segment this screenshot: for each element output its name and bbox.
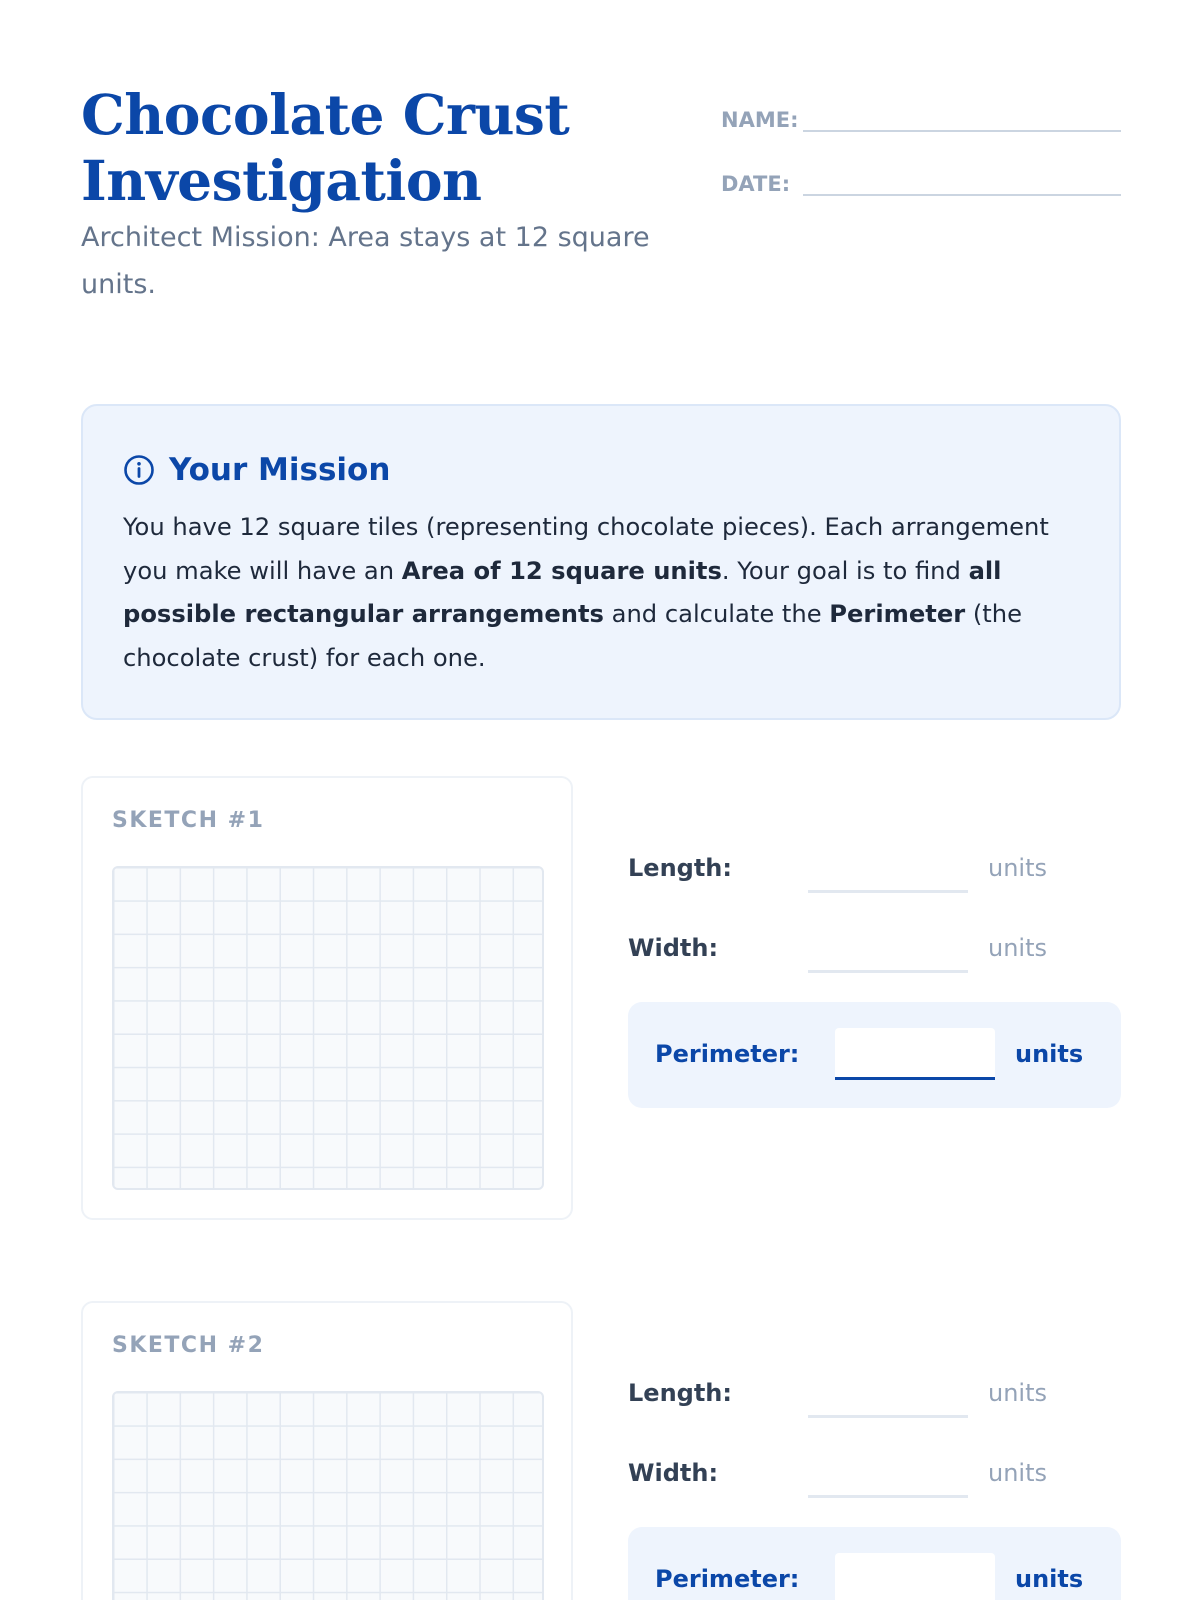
length-input[interactable] [808,1415,968,1418]
width-row [628,922,1121,982]
perimeter-input[interactable] [835,1028,995,1080]
mission-bold-area: Area of 12 square units [401,556,722,585]
length-row [628,842,1121,902]
width-input[interactable] [808,1495,968,1498]
mission-description [123,506,1079,680]
mission-panel [81,404,1121,720]
width-unit: units [988,934,1048,962]
length-unit: units [988,1379,1048,1407]
mission-text-1: You have 12 square tiles (representing chocolate pieces). Each arrangement you make will have an [123,513,1049,585]
name-label: NAME: [721,108,799,132]
perimeter-label: Perimeter: [655,1040,800,1068]
worksheet-header [81,82,1121,352]
name-write-line[interactable] [803,130,1121,132]
perimeter-panel [628,1002,1121,1108]
measurement-fields [628,842,1121,1142]
length-label: Length: [628,854,732,882]
mission-heading [123,448,1079,492]
mission-title: Your Mission [169,452,391,488]
mission-bold-perimeter: Perimeter [829,600,966,628]
measurement-fields [628,1367,1121,1600]
mission-bold-arrangements: all possible rectangular arrangements [123,556,1002,628]
perimeter-label: Perimeter: [655,1565,800,1593]
info-icon [123,454,155,486]
width-row [628,1447,1121,1507]
mission-text-4: (the chocolate crust) for each one. [123,600,1022,672]
sketch-label: SKETCH #2 [112,1333,265,1358]
sketch-card [81,1301,573,1600]
perimeter-input[interactable] [835,1553,995,1600]
length-input[interactable] [808,890,968,893]
date-field[interactable] [721,158,1121,198]
sketch-label: SKETCH #1 [112,808,265,833]
date-label: DATE: [721,172,791,196]
sketch-grid[interactable] [112,1391,544,1600]
width-label: Width: [628,934,719,962]
perimeter-unit: units [1015,1040,1084,1068]
length-unit: units [988,854,1048,882]
mission-text-3: and calculate the [603,600,830,628]
perimeter-unit: units [1015,1565,1084,1593]
page-subtitle: Architect Mission: Area stays at 12 square units. [81,222,650,300]
width-label: Width: [628,1459,719,1487]
width-unit: units [988,1459,1048,1487]
perimeter-panel [628,1527,1121,1600]
date-write-line[interactable] [803,194,1121,196]
length-row [628,1367,1121,1427]
sketch-grid[interactable] [112,866,544,1190]
mission-text-2: . Your goal is to find [721,556,969,585]
page-title: Chocolate Crust Investigation [81,82,570,213]
width-input[interactable] [808,970,968,973]
sketch-card [81,776,573,1220]
length-label: Length: [628,1379,732,1407]
name-field[interactable] [721,94,1121,134]
